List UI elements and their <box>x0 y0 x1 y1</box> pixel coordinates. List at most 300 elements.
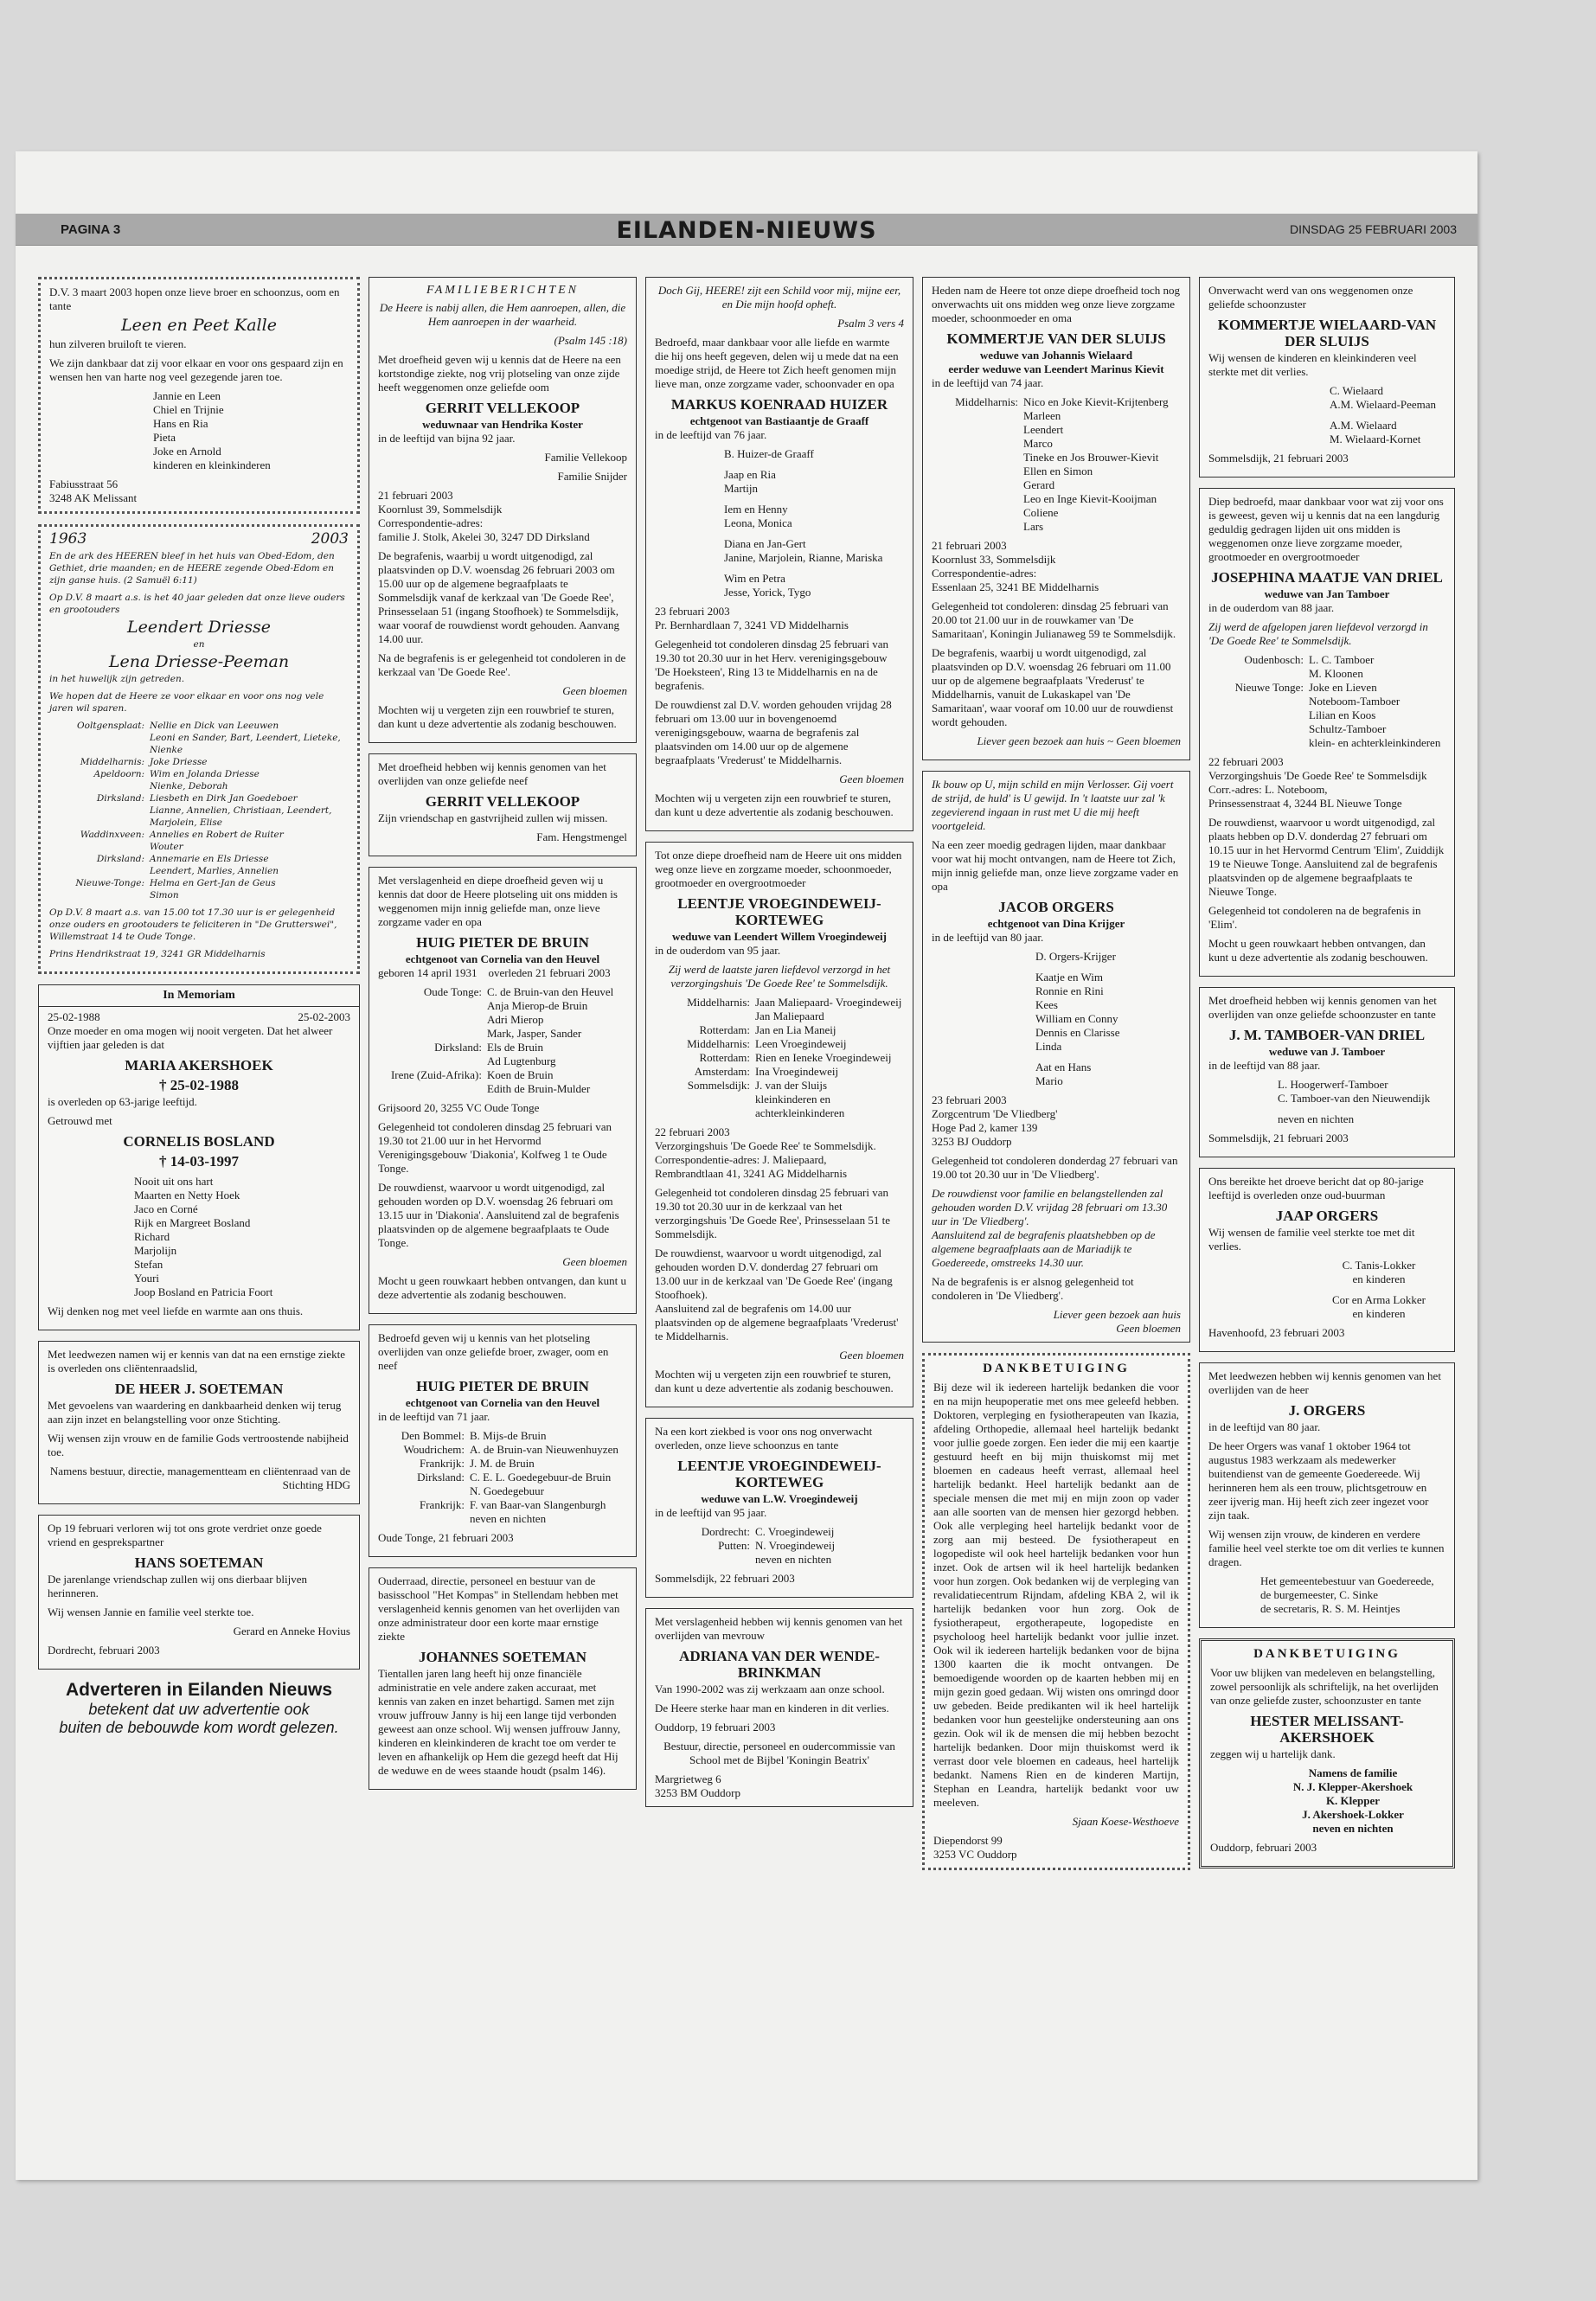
family-member: Nienke, Deborah <box>150 781 228 792</box>
name-line: Namens de familie <box>1308 1766 1398 1779</box>
family-name: Familie Vellekoop <box>544 451 627 464</box>
family-row <box>932 506 1181 520</box>
newspaper-page <box>16 151 1477 2180</box>
family-member: Ad Lugtenburg <box>487 1054 556 1067</box>
family-row <box>655 1079 904 1093</box>
family-row <box>655 1539 904 1553</box>
section-header: FAMILIEBERICHTEN <box>426 284 580 297</box>
address-block: 22 februari 2003 Verzorgingshuis 'De Goede Ree' te Sommelsdijk. Correspondentie-adres: J. Maliepaard, Rembrandtlaan 41, 3241 AG Middelharnis <box>655 1125 876 1180</box>
family-list <box>1278 1078 1445 1126</box>
obituary-van-der-sluijs <box>922 277 1190 760</box>
name-line: J. Akershoek-Lokker <box>1302 1808 1404 1821</box>
name-line: Jesse, Yorick, Tygo <box>724 586 811 599</box>
advertising-banner <box>38 1680 360 1737</box>
notice-text: De rouwdienst, waarvoor u wordt uitgenodigd, zal plaats hebben op D.V. donderdag 27 februari om 10.15 uur in het Hervormd Centrum 'Elim', Zuiddijk 19 te Nieuwe Tonge. Aansluitend zal de begrafenis plaatsvinden op de algemene begraafplaats te Nieuwe Tonge. <box>1208 816 1445 898</box>
care-note: Zij werd de laatste jaren liefdevol verzorgd in het verzorgingshuis 'De Goede Ree' te Sommelsdijk. <box>668 963 891 990</box>
notice-text: De rouwdienst zal D.V. worden gehouden vrijdag 28 februari om 13.00 uur in bovengenoemd verenigingsgebouw, waarna de begrafenis zal plaatsvinden om 14.00 uur op de algemene begraafplaats 'Vrederust' te Middelharnis. <box>655 698 892 766</box>
family-row <box>378 985 627 999</box>
family-place: Dirksland: <box>434 1041 482 1054</box>
notice-text: Met droefheid hebben wij kennis genomen van het overlijden van onze geliefde neef <box>378 760 606 787</box>
name-line: Jaap en Ria <box>724 468 776 481</box>
memoriam-title: In Memoriam <box>39 985 359 1007</box>
jubilee-text: We zijn dankbaar dat zij voor elkaar en voor ons gespaard zijn en wensen hen van harte nog veel gezegende jaren toe. <box>49 356 343 383</box>
family-row <box>1208 695 1445 708</box>
family-list <box>1312 1259 1445 1321</box>
family-member: Ina Vroegindeweij <box>755 1065 839 1078</box>
family-row <box>655 1009 904 1023</box>
family-row <box>655 1553 904 1567</box>
family-member: N. Vroegindeweij <box>755 1539 836 1552</box>
page-number: PAGINA 3 <box>61 222 121 237</box>
notice-text: Diep bedroefd, maar dankbaar voor wat zij voor ons is geweest, geven wij u kennis dat na een langdurig geduldig gedragen lijden uit ons midden is weggenomen onze lieve zorgzame moeder, grootmoeder en overgrootmoeder <box>1208 495 1444 563</box>
name-line <box>724 530 904 537</box>
husband-name: Leendert Driesse <box>127 618 271 637</box>
deceased-name: HESTER MELISSANT-AKERSHOEK <box>1250 1713 1404 1746</box>
flowers-note: Geen bloemen <box>839 1349 904 1362</box>
family-member: Nellie en Dick van Leeuwen <box>150 721 279 731</box>
family-member: Marco <box>1023 437 1053 450</box>
age-line: in de leeftijd van 80 jaar. <box>932 931 1044 944</box>
name-line: Hans en Ria <box>153 417 208 430</box>
family-member: Helma en Gert-Jan de Geus <box>150 878 276 888</box>
family-member: Nico en Joke Kievit-Krijtenberg <box>1023 395 1169 408</box>
notice-text: Mocht u geen rouwkaart hebben ontvangen, dan kunt u deze advertentie als zodanig beschouwen. <box>1208 937 1428 964</box>
name-line <box>724 461 904 468</box>
ad-headline: Adverteren in Eilanden Nieuws <box>65 1680 333 1700</box>
name-line: A.M. Wielaard <box>1330 419 1397 432</box>
family-row <box>932 395 1181 409</box>
thanks-melissant <box>1199 1638 1455 1868</box>
condolence-tamboer <box>1199 987 1455 1157</box>
name-line: Linda <box>1035 1040 1062 1053</box>
obituary-van-driel <box>1199 488 1455 977</box>
deceased-name: MARIA AKERSHOEK <box>125 1057 273 1074</box>
family-row <box>1208 653 1445 667</box>
family-member: Gerard <box>1023 478 1055 491</box>
name-line: Kees <box>1035 998 1058 1011</box>
family-member: Anja Mierop-de Bruin <box>487 999 588 1012</box>
spouse-line: eerder weduwe van Leendert Marinus Kievit <box>948 362 1164 375</box>
born-died-line: geboren 14 april 1931 overleden 21 februari 2003 <box>378 966 611 979</box>
notice-text: Wij wensen Jannie en familie veel sterkte toe. <box>48 1606 254 1618</box>
signature: Het gemeentebestuur van Goedereede, de burgemeester, C. Sinke de secretaris, R. S. M. Heintjes <box>1260 1574 1434 1615</box>
notice-text: Na de begrafenis is er alsnog gelegenheid tot condoleren in 'De Vliedberg'. <box>932 1275 1134 1302</box>
condolence-soeteman-hdg <box>38 1341 360 1504</box>
family-member: Joke en Lieven <box>1309 681 1377 694</box>
obituary-orgers <box>922 771 1190 1343</box>
family-member: Leo en Inge Kievit-Kooijman <box>1023 492 1157 505</box>
family-member: C. Vroegindeweij <box>755 1525 835 1538</box>
hope-line: We hopen dat de Heere ze voor elkaar en voor ons nog vele jaren wil sparen. <box>49 691 324 714</box>
family-row <box>655 1525 904 1539</box>
name-line <box>1278 1106 1445 1112</box>
family-member: klein- en achterkleinkinderen <box>1309 736 1441 749</box>
jubilee-intro: D.V. 3 maart 2003 hopen onze lieve broer en schoonzus, oom en tante <box>49 285 340 312</box>
deceased-name: HANS SOETEMAN <box>134 1554 264 1571</box>
notice-text: De jarenlange vriendschap zullen wij ons dierbaar blijven herinneren. <box>48 1573 307 1599</box>
family-place <box>932 423 1023 437</box>
family-row <box>49 756 349 768</box>
family-member: Leendert <box>1023 423 1064 436</box>
family-row <box>932 492 1181 506</box>
jubilee-couple: Leen en Peet Kalle <box>121 316 277 335</box>
family-place <box>49 804 150 829</box>
notice-text: Mochten wij u vergeten zijn een rouwbrief te sturen, dan kunt u deze advertentie als zodanig beschouwen. <box>655 1368 894 1394</box>
family-member: Leoni en Sander, Bart, Leendert, Lieteke, Nienke <box>150 733 341 755</box>
notice-text: Met verslagenheid en diepe droefheid geven wij u kennis dat door de Heere plotseling uit ons midden is weggenomen mijn innig geliefde man, onze lieve zorgzame vader en opa <box>378 874 618 928</box>
name-line: Leona, Monica <box>724 516 792 529</box>
obituary-de-bruin <box>369 867 637 1314</box>
family-list <box>932 395 1181 534</box>
family-row <box>49 732 349 756</box>
age-line: in de leeftijd van 74 jaar. <box>932 376 1044 389</box>
family-member: Liesbeth en Dirk Jan Goedeboer <box>150 793 298 804</box>
family-member: Els de Bruin <box>487 1041 543 1054</box>
signature: Namens bestuur, directie, managementteam en cliëntenraad van de Stichting HDG <box>49 1465 350 1491</box>
family-place <box>655 1106 755 1120</box>
family-row <box>932 465 1181 478</box>
family-row <box>932 478 1181 492</box>
family-member: Lianne, Annelien, Christiaan, Leendert, Marjolein, Elise <box>150 805 332 828</box>
family-member: Wim en Jolanda Driesse <box>150 769 260 779</box>
name-line: C. Tanis-Lokker <box>1342 1259 1416 1272</box>
family-row <box>378 999 627 1013</box>
family-list <box>1330 384 1445 446</box>
name-line: Wim en Petra <box>724 572 785 585</box>
family-row <box>378 1484 627 1498</box>
family-place <box>378 1512 470 1526</box>
family-row <box>49 780 349 792</box>
family-member: F. van Baar-van Slangenburgh <box>470 1498 606 1511</box>
family-place <box>932 506 1023 520</box>
name-line: N. J. Klepper-Akershoek <box>1292 1780 1413 1793</box>
family-place: Waddinxveen: <box>80 830 144 840</box>
address-block: 21 februari 2003 Koornlust 33, Sommelsdijk Correspondentie-adres: Essenlaan 25, 3241 BE Middelharnis <box>932 539 1099 593</box>
name-line: William en Conny <box>1035 1012 1118 1025</box>
family-row <box>378 1457 627 1471</box>
family-row <box>932 437 1181 451</box>
age-line: in de leeftijd van 88 jaar. <box>1208 1059 1321 1072</box>
thanks-text: Bij deze wil ik iedereen hartelijk bedanken die voor en na mijn heupoperatie met ons mee geleefd hebben. Doktoren, verpleging en fysiotherapeuten van Ikazia, afdeling Orthopedie, allemaal heel hartelijk bedankt voor jullie goede zorgen. Een ieder die mij een kaartje gestuurd heeft en bij mijn thuiskomst mij met bloemen en cadeaus heeft verrast, allemaal heel hartelijk bedankt. Heel hartelijk bedankt aan de speciale mensen die met mij en mijn zoon op vader aan alle soorten van de mensen hier gezorgd hebben. Ook alle verpleging heel hartelijk bedankt voor de zorg aan mij besteed. De fysiotherapeut en logopediste wil ook heel hartelijk bedanken voor hun inzet. Ook de artsen wil ik heel hartelijk bedanken voor hun zorgen. Ook bedanken wij de verpleging van revalidatiecentrum Rijndam, afdeling KBA 2, wil ik hartelijk bedanken voor hun zorg. Ook de fysiotherapeut, ergotherapeute, logopediste en psycholoog heel hartelijk bedankt voor jullie inzet. Ook wil ik iedereen hartelijk bedanken voor de bijna 1300 kaarten die ik mocht ontvangen. De bemoedigende woorden op de kaarten hebben mij en mijn gezin goed gedaan. Wij wisten ons omringd door uw gebeden. Beide predikanten wil ik heel hartelijk bedanken voor hun geestelijke ondersteuning aan ons gezin. Ook wil ik de mensen die mij hebben bezocht hartelijk bedanken. Door mijn thuiskomst werd ik verrast door vele bloemen en cadeaus, heel hartelijk bedankt. Namens Rien en de kinderen Martijn, Stephan en Leandra, hartelijk bedankt voor uw meeleven. <box>933 1381 1179 1809</box>
notice-text: Met leedwezen hebben wij kennis genomen van het overlijden van de heer <box>1208 1369 1441 1396</box>
name-line <box>1312 1286 1445 1293</box>
family-member: Coliene <box>1023 506 1059 519</box>
family-member: B. Mijs-de Bruin <box>470 1429 547 1442</box>
family-row <box>49 841 349 853</box>
date-start: 25-02-1988 <box>48 1010 100 1023</box>
age-line: in de leeftijd van 80 jaar. <box>1208 1420 1321 1433</box>
deceased-name: JAAP ORGERS <box>1275 1208 1379 1224</box>
notice-text: Gelegenheid tot condoleren na de begrafenis in 'Elim'. <box>1208 904 1421 931</box>
family-row <box>49 877 349 889</box>
name-line: en kinderen <box>1352 1307 1406 1320</box>
family-row <box>932 409 1181 423</box>
name-line: Joop Bosland en Patricia Foort <box>134 1285 273 1298</box>
family-place <box>49 865 150 877</box>
family-list <box>1208 653 1445 750</box>
address-line: 3253 VC Ouddorp <box>933 1848 1017 1861</box>
age-line: in de leeftijd van 76 jaar. <box>655 428 767 441</box>
spouse-line: weduwe van Johannis Wielaard <box>979 349 1133 362</box>
notice-text: Gelegenheid tot condoleren donderdag 27 februari van 19.00 tot 20.30 uur in 'De Vliedberg'. <box>932 1154 1178 1181</box>
family-row <box>49 768 349 780</box>
family-place: Nieuwe-Tonge: <box>75 878 144 888</box>
deceased-name: DE HEER J. SOETEMAN <box>114 1381 284 1397</box>
family-member: Rien en Ieneke Vroegindeweij <box>755 1051 892 1064</box>
family-place <box>378 1082 487 1096</box>
jubilee-announcement <box>38 277 360 514</box>
family-row <box>655 1065 904 1079</box>
name-line: Kaatje en Wim <box>1035 971 1103 984</box>
family-place: Dirksland: <box>96 793 144 804</box>
deceased-name: JOSEPHINA MAATJE VAN DRIEL <box>1211 569 1443 586</box>
condolence-de-bruin <box>369 1324 637 1557</box>
ad-line: buiten de bebouwde kom wordt gelezen. <box>59 1719 339 1736</box>
family-member: neven en nichten <box>470 1512 547 1525</box>
family-place <box>49 732 150 756</box>
verse-reference: Psalm 3 vers 4 <box>837 317 904 330</box>
family-member: Noteboom-Tamboer <box>1309 695 1401 708</box>
deceased-name: J. M. TAMBOER-VAN DRIEL <box>1228 1027 1426 1043</box>
family-place <box>1208 736 1309 750</box>
signature: Sjaan Koese-Westhoeve <box>1072 1815 1179 1828</box>
family-member: Lilian en Koos <box>1309 708 1376 721</box>
deceased-name: KOMMERTJE WIELAARD-VAN DER SLUIJS <box>1217 317 1437 349</box>
name-line: Marjolijn <box>134 1244 177 1257</box>
family-place: Middelharnis: <box>687 1037 750 1050</box>
name-line: Mario <box>1035 1074 1063 1087</box>
column-3 <box>645 277 913 1817</box>
family-member: Adri Mierop <box>487 1013 544 1026</box>
name-line: Jannie en Leen <box>153 389 221 402</box>
family-row <box>932 451 1181 465</box>
place-date: Dordrecht, februari 2003 <box>48 1644 160 1657</box>
family-member: L. C. Tamboer <box>1309 653 1375 666</box>
notice-text: Met droefheid hebben wij kennis genomen van het overlijden van onze geliefde schoonzuster en tante <box>1208 994 1437 1021</box>
notice-text: Wij wensen de kinderen en kleinkinderen veel sterkte met dit verlies. <box>1208 351 1417 378</box>
family-place: Sommelsdijk: <box>687 1079 750 1092</box>
golden-intro: Op D.V. 8 maart a.s. is het 40 jaar geleden dat onze lieve ouders en grootouders <box>49 593 345 615</box>
family-row <box>378 1429 627 1443</box>
family-row <box>378 1041 627 1054</box>
name-line <box>1330 412 1445 419</box>
signature: Fam. Hengstmengel <box>536 830 627 843</box>
notice-text: Gelegenheid tot condoleren dinsdag 25 februari van 19.30 tot 20.30 uur in de kerkzaal van het verzorgingshuis 'De Goede Ree', Prinsesselaan 51 te Sommelsdijk. <box>655 1186 890 1240</box>
family-list <box>1262 1766 1444 1836</box>
page-header <box>16 214 1477 246</box>
name-line: kinderen en kleinkinderen <box>153 458 271 471</box>
family-place: Nieuwe Tonge: <box>1234 681 1304 694</box>
family-place <box>932 451 1023 465</box>
family-member: Schultz-Tamboer <box>1309 722 1387 735</box>
notice-text: Wij wensen zijn vrouw en de familie Gods vertroostende nabijheid toe. <box>48 1432 349 1458</box>
notice-text: De Heere sterke haar man en kinderen in dit verlies. <box>655 1702 889 1715</box>
flowers-note: Liever geen bezoek aan huis ~ Geen bloemen <box>977 734 1181 747</box>
family-member: Koen de Bruin <box>487 1068 554 1081</box>
column-2 <box>369 277 637 1800</box>
name-line: neven en nichten <box>1312 1822 1394 1835</box>
family-place <box>1208 722 1309 736</box>
name-line: Maarten en Netty Hoek <box>134 1189 240 1202</box>
memoriam-text: Wij denken nog met veel liefde en warmte aan ons thuis. <box>48 1304 304 1317</box>
family-row <box>1208 681 1445 695</box>
notice-text: Mocht u geen rouwkaart hebben ontvangen, dan kunt u deze advertentie als zodanig beschouwen. <box>378 1274 627 1301</box>
family-place <box>1208 667 1309 681</box>
flowers-note: Geen bloemen <box>562 684 627 697</box>
notice-text: Ons bereikte het droeve bericht dat op 80-jarige leeftijd is overleden onze oud-buurman <box>1208 1175 1424 1202</box>
address-line: Fabiusstraat 56 <box>49 478 119 490</box>
notice-text: Met gevoelens van waardering en dankbaarheid denken wij terug aan zijn inzet en belangstelling voor onze Stichting. <box>48 1399 342 1426</box>
notice-text: Mochten wij u vergeten zijn een rouwbrief te sturen, dan kunt u deze advertentie als zodanig beschouwen. <box>655 792 894 818</box>
name-line: Dennis en Clarisse <box>1035 1026 1120 1039</box>
family-row <box>49 853 349 865</box>
address-block: 23 februari 2003 Pr. Bernhardlaan 7, 3241 VD Middelharnis <box>655 605 849 631</box>
wife-name: Lena Driesse-Peeman <box>108 652 290 671</box>
ad-line: betekent dat uw advertentie ook <box>88 1701 310 1718</box>
age-line: in de ouderdom van 88 jaar. <box>1208 601 1335 614</box>
family-member: A. de Bruin-van Nieuwenhuyzen <box>470 1443 619 1456</box>
flowers-note: Liever geen bezoek aan huis <box>1053 1308 1181 1321</box>
name-line: Stefan <box>134 1258 163 1271</box>
family-place: Dordrecht: <box>701 1525 750 1538</box>
name-line: Chiel en Trijnie <box>153 403 224 416</box>
obituary-vroegindeweij <box>645 842 913 1407</box>
name-line: C. Tamboer-van den Nieuwendijk <box>1278 1092 1431 1105</box>
condolence-jaap-orgers <box>1199 1168 1455 1352</box>
name-line: Rijk en Margreet Bosland <box>134 1216 251 1229</box>
place-date: Sommelsdijk, 21 februari 2003 <box>1208 452 1349 465</box>
notice-text: Met droefheid geven wij u kennis dat de Heere na een kortstondige ziekte, nog vrij plotseling van onze zijde heeft weggenomen onze geliefde oom <box>378 353 621 394</box>
notice-text: Onverwacht werd van ons weggenomen onze geliefde schoonzuster <box>1208 284 1413 311</box>
notice-text: De rouwdienst, waarvoor u wordt uitgenodigd, zal gehouden worden op D.V. woensdag 26 februari om 13.15 uur in 'Diakonia'. Aansluitend zal de begrafenis plaatsvinden op de algemene begraafplaats te Oude Tonge. <box>378 1181 619 1249</box>
place-date: Sommelsdijk, 22 februari 2003 <box>655 1572 795 1585</box>
notice-text: Tientallen jaren lang heeft hij onze financiële administratie en vele andere zaken accuraat, met kennis van zaken en inzet behartigd. Samen met zijn vrouw juffrouw Janny is hij een lange tijd verbonden geweest aan onze school. Wij wensen juffrouw Janny, kinderen en kleinkinderen de kracht toe om verder te leven en afhankelijk op Hem die gezegd heeft dat Hij de weduwe en de wees staande houdt (psalm 146). <box>378 1667 621 1777</box>
notice-text: zeggen wij u hartelijk dank. <box>1210 1747 1336 1760</box>
family-row <box>932 423 1181 437</box>
address-line: Grijsoord 20, 3255 VC Oude Tonge <box>378 1101 540 1114</box>
obituary-vellekoop <box>369 277 637 743</box>
notice-text: Ouderraad, directie, personeel en bestuur van de basisschool "Het Kompas" in Stellendam hebben met verslagenheid kennis genomen van het overlijden van onze administrateur door een korte maar ernstige ziekte <box>378 1574 620 1643</box>
deceased-name: ADRIANA VAN DER WENDE-BRINKMAN <box>679 1648 880 1681</box>
family-member: Jaan Maliepaard- Vroegindeweij <box>755 996 902 1009</box>
family-row <box>49 829 349 841</box>
spouse-line: weduwe van Jan Tamboer <box>1264 587 1390 600</box>
jubilee-names <box>153 389 349 472</box>
family-row <box>378 1498 627 1512</box>
memoriam-text: is overleden op 63-jarige leeftijd. <box>48 1095 197 1108</box>
notice-text: Mochten wij u vergeten zijn een rouwbrief te sturen, dan kunt u deze advertentie als zodanig beschouwen. <box>378 703 617 730</box>
family-place: Rotterdam: <box>699 1051 750 1064</box>
age-line: in de leeftijd van 71 jaar. <box>378 1410 490 1423</box>
family-row <box>1208 736 1445 750</box>
family-member: C. de Bruin-van den Heuvel <box>487 985 614 998</box>
name-line: L. Hoogerwerf-Tamboer <box>1278 1078 1388 1091</box>
family-place: Ooltgensplaat: <box>77 721 144 731</box>
notice-text: Met verslagenheid hebben wij kennis genomen van het overlijden van mevrouw <box>655 1615 903 1642</box>
name-line: Martijn <box>724 482 758 495</box>
family-place: Frankrijk: <box>420 1498 465 1511</box>
family-row <box>655 1037 904 1051</box>
family-row <box>49 889 349 901</box>
family-member: C. E. L. Goedegebuur-de Bruin <box>470 1471 612 1484</box>
family-place: Frankrijk: <box>420 1457 465 1470</box>
family-member: Edith de Bruin-Mulder <box>487 1082 591 1095</box>
family-list <box>655 1525 904 1567</box>
deceased-name: MARKUS KOENRAAD HUIZER <box>670 396 888 413</box>
address-block: 22 februari 2003 Verzorgingshuis 'De Goede Ree' te Sommelsdijk Corr.-adres: L. Noteboom, Prinsessenstraat 4, 3244 BL Nieuwe Tonge <box>1208 755 1427 810</box>
notice-text: Wij wensen zijn vrouw, de kinderen en verdere familie heel veel sterkte toe om dit verlies te kunnen dragen. <box>1208 1528 1445 1568</box>
family-row <box>655 1051 904 1065</box>
family-name: Familie Snijder <box>557 470 627 483</box>
family-place <box>378 1484 470 1498</box>
family-list <box>49 720 349 901</box>
family-member: Annelies en Robert de Ruiter <box>150 830 284 840</box>
family-member: Tineke en Jos Brouwer-Kievit <box>1023 451 1159 464</box>
family-row <box>378 1068 627 1082</box>
family-row <box>378 1471 627 1484</box>
notice-text: Zijn vriendschap en gastvrijheid zullen wij missen. <box>378 811 608 824</box>
age-line: in de leeftijd van 95 jaar. <box>655 1506 767 1519</box>
place-date: Sommelsdijk, 21 februari 2003 <box>1208 1131 1349 1144</box>
family-place: Woudrichem: <box>403 1443 465 1456</box>
condolence-vroegindeweij <box>645 1418 913 1598</box>
family-place <box>378 1027 487 1041</box>
condolence-brinkman <box>645 1608 913 1807</box>
flowers-note: Geen bloemen <box>1116 1322 1181 1335</box>
family-member: Mark, Jasper, Sander <box>487 1027 582 1040</box>
family-place: Oude Tonge: <box>423 985 482 998</box>
name-line: Youri <box>134 1272 160 1285</box>
notice-text: Op 19 februari verloren wij tot ons grote verdriet onze goede vriend en gesprekspartner <box>48 1522 322 1548</box>
name-line: D. Orgers-Krijger <box>1035 950 1116 963</box>
deceased-name: LEENTJE VROEGINDEWEIJ-KORTEWEG <box>677 895 881 928</box>
column-5 <box>1199 277 1455 1879</box>
family-member: Simon <box>150 890 179 901</box>
family-place: Irene (Zuid-Afrika): <box>390 1068 482 1081</box>
address-line: Diependorst 99 <box>933 1834 1003 1847</box>
golden-wedding-announcement <box>38 524 360 974</box>
notice-text: De begrafenis, waarbij u wordt uitgenodigd, zal plaatsvinden op D.V. woensdag 26 februari 2003 om 15.00 uur op de algemene begraafplaats te Sommelsdijk vanaf de kerkzaal van 'De Goede Ree', Prinsesselaan 51 (ingang Stoofhoek) te Sommelsdijk, waar vooraf de rouwdienst wordt gehouden. Aanvang 14.00 uur. <box>378 549 620 645</box>
bible-verse: Ik bouw op U, mijn schild en mijn Verlosser. Gij voert de strijd, de huld' is U gewijd. In 't laatste uur zal 'k zegevierend ingaan in rust met U die mij heeft voortgeleid. <box>932 778 1174 832</box>
thanks-koese <box>922 1353 1190 1870</box>
family-place: Rotterdam: <box>699 1023 750 1036</box>
name-line: Ronnie en Rini <box>1035 984 1104 997</box>
address-line: Prins Hendrikstraat 19, 3241 GR Middelharnis <box>49 949 266 959</box>
name-line <box>1035 1054 1181 1061</box>
thanks-title: DANKBETUIGING <box>983 1362 1130 1375</box>
family-list <box>1035 950 1181 1088</box>
family-place: Apeldoorn: <box>93 769 144 779</box>
family-place <box>932 437 1023 451</box>
family-member: Jan Maliepaard <box>755 1009 824 1022</box>
name-line: Aat en Hans <box>1035 1061 1092 1074</box>
place-date: Oude Tonge, 21 februari 2003 <box>378 1531 514 1544</box>
family-member: neven en nichten <box>755 1553 832 1566</box>
family-row <box>378 1054 627 1068</box>
family-place: Middelharnis: <box>955 395 1018 408</box>
name-line: neven en nichten <box>1278 1112 1355 1125</box>
notice-text: Tot onze diepe droefheid nam de Heere uit ons midden weg onze lieve en zorgzame moeder, schoonmoeder, grootmoeder en overgrootmoeder <box>655 849 902 889</box>
signature: Gerard en Anneke Hovius <box>233 1625 350 1638</box>
flowers-note: Geen bloemen <box>839 772 904 785</box>
family-row <box>378 1443 627 1457</box>
year-end: 2003 <box>311 530 349 548</box>
name-line: Joke en Arnold <box>153 445 221 458</box>
care-note: Zij werd de afgelopen jaren liefdevol verzorgd in 'De Goede Ree' te Sommelsdijk. <box>1208 620 1428 647</box>
age-line: in de ouderdom van 95 jaar. <box>655 944 781 957</box>
spouse-line: weduwe van L.W. Vroegindeweij <box>701 1492 858 1505</box>
family-row <box>49 804 349 829</box>
